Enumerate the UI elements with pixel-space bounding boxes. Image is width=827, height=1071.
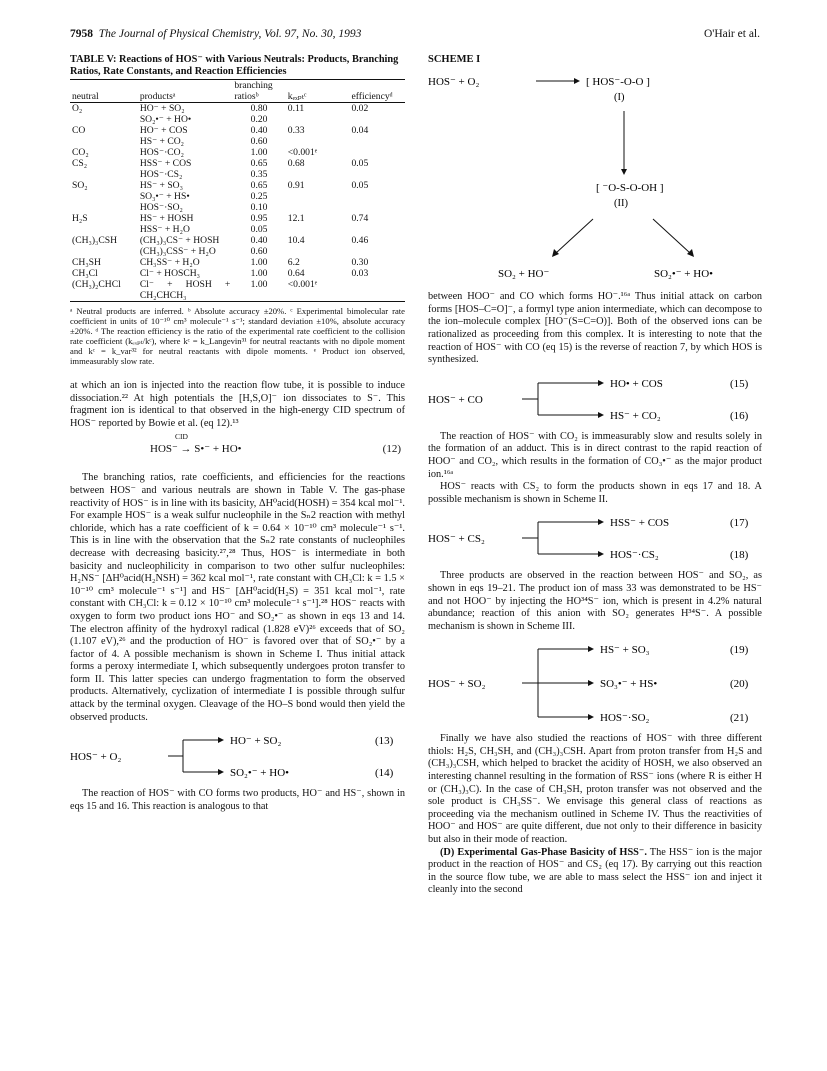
cell-neutral bbox=[70, 169, 138, 180]
cell-efficiency: 0.30 bbox=[351, 257, 369, 268]
cell-product: HS⁻ + CO₂ bbox=[139, 136, 185, 147]
paragraph: Finally we have also studied the reactions of HOS⁻ with three different thiols: H₂S, CH₃SH, and (CH₃)₃CSH. Apart from proton transfer from H₂S and (CH₃)₃CSH, which helped to bracket the acidity of HOSH, we also observed an interesting channel resulting in the formation of RSS⁻ ions (where R is either H or (CH₃)₃C). In the case of CH₃SH, proton transfer was not observed and the sole product is CH₃SS⁻. We envisage this general class of reactions as proceeding via the mechanism outlined in Scheme IV. Thus the reactivities of HOO⁻ and HOS⁻ are quite different, due not only to their difference in basicity but also in their mode of reaction. bbox=[428, 733, 762, 846]
cell-neutral bbox=[70, 114, 138, 125]
cell-efficiency: 0.46 bbox=[351, 235, 369, 246]
cell-ratio: 0.40 bbox=[250, 125, 268, 136]
left-column bbox=[70, 54, 405, 813]
cell-ratio: 0.10 bbox=[250, 202, 268, 213]
branch-arrows bbox=[428, 375, 762, 423]
cell-ratio: 0.65 bbox=[250, 158, 268, 169]
col-header-efficiency: efficiencyᵈ bbox=[349, 80, 405, 103]
table-footnote: ᵃ Neutral products are inferred. ᵇ Absolute accuracy ±20%. ᶜ Experimental bimolecular rate coefficient in units of 10⁻¹⁰ cm³ molecule⁻¹ s⁻¹; standard deviation ±10%, absolute accuracy ±20%. ᵈ The reaction efficiency is the ratio of the experimental rate coefficient to the collision rate coefficient (kₑₓₚₜ/kᶜ), where kᶜ = k_Langevin³¹ for neutral reactants with no dipole moment and kᶜ = k_var³² for neutral reactants with dipole moments. ᵉ Product ion observed, immeasurably slow rate. bbox=[70, 306, 405, 366]
cell-k bbox=[286, 224, 350, 235]
eq20-products: SO₃•⁻ + HS• bbox=[600, 678, 658, 691]
cell-efficiency: 0.05 bbox=[351, 158, 369, 169]
table-row bbox=[70, 213, 405, 224]
eq12-number: (12) bbox=[382, 443, 401, 456]
eq13-reactants: HOS⁻ + O₂ bbox=[70, 751, 122, 764]
cell-k bbox=[286, 191, 350, 202]
cell-ratio: 0.05 bbox=[250, 224, 268, 235]
table-row bbox=[70, 180, 405, 191]
cell-ratio: 0.65 bbox=[250, 180, 268, 191]
paragraph: The reaction of HOS⁻ with CO forms two products, HO⁻ and HS⁻, shown in eqs 15 and 16. This reaction is analogous to that bbox=[70, 788, 405, 812]
table-row bbox=[70, 125, 405, 136]
paragraph: between HOO⁻ and CO which forms HO⁻.¹⁶ᵃ Thus initial attack on carbon forms [HOS–C=O]⁻, a formyl type anion intermediate, which can decompose to the ion–molecule complex [HO⁻(S=C=O)]. Both of the observed ions can be rationalized as proceeding from this complex. It is interesting to note that the reaction of HOS⁻ with CO (eq 15) is the reverse of reaction 7, by which HOS is synthesized. bbox=[428, 291, 762, 366]
cell-neutral bbox=[70, 224, 138, 235]
cell-product: (CH₃)₃CSS⁻ + H₂O bbox=[139, 246, 216, 257]
eq17-reactants: HOS⁻ + CS₂ bbox=[428, 533, 485, 546]
cell-ratio: 1.00 bbox=[232, 279, 285, 302]
authors: O'Hair et al. bbox=[703, 28, 760, 40]
equations-17-18 bbox=[428, 514, 762, 562]
cell-k bbox=[286, 114, 350, 125]
section-paragraph bbox=[428, 847, 762, 897]
cell-ratio: 1.00 bbox=[250, 147, 268, 158]
paragraph: Three products are observed in the reaction between HOS⁻ and SO₂, as shown in eqs 19–21. The product ion of mass 33 was demonstrated to be HS⁻ and not HOO⁻ by injecting the HO³⁴S⁻ ion, which is present in 4.2% natural abundance; reaction of this anion with SO₂ generates H³⁴S⁻. A possible mechanism is shown in Scheme III. bbox=[428, 570, 762, 632]
table-row bbox=[70, 169, 405, 180]
equations-15-16 bbox=[428, 375, 762, 423]
paragraph: The reaction of HOS⁻ with CO₂ is immeasurably slow and results solely in the formation of an adduct. This is in direct contrast to the rapid reaction of HOO⁻ and CO₂, which results in the formation of CO₃•⁻ as the major product ion.¹⁶ᵃ bbox=[428, 430, 762, 480]
cell-product: CH₃SS⁻ + H₂O bbox=[139, 257, 200, 268]
cell-product: HO⁻ + SO₂ bbox=[139, 103, 185, 114]
table-row bbox=[70, 268, 405, 279]
paragraph: HOS⁻ reacts with CS₂ to form the products shown in eqs 17 and 18. A possible mechanism is shown in Scheme II. bbox=[428, 481, 762, 505]
cell-k: 0.68 bbox=[287, 158, 305, 169]
equation-12 bbox=[70, 432, 405, 464]
cell-product: SO₃•⁻ + HS• bbox=[139, 191, 190, 202]
cell-ratio: 0.80 bbox=[250, 103, 268, 114]
scheme1-products-left: SO₂ + HO⁻ bbox=[498, 267, 550, 280]
eq18-number: (18) bbox=[730, 549, 749, 562]
branch-arrows bbox=[70, 732, 405, 780]
cell-k: 0.11 bbox=[287, 103, 305, 114]
cell-efficiency bbox=[349, 114, 405, 125]
cell-efficiency bbox=[349, 147, 405, 158]
eq17-products: HSS⁻ + COS bbox=[610, 517, 670, 530]
cell-product: Cl⁻ + HOSH + CH₂CHCH₃ bbox=[139, 279, 231, 301]
journal-citation: The Journal of Physical Chemistry, Vol. 97, No. 30, 1993 bbox=[98, 28, 362, 40]
eq21-products: HOS⁻·SO₂ bbox=[600, 712, 650, 725]
scheme1-intermediate-1: [ HOS⁻-O-O ] bbox=[586, 75, 650, 88]
eq12-label: CID bbox=[175, 432, 188, 442]
col-header-products: productsᵃ bbox=[138, 80, 233, 103]
cell-neutral: (CH₃)₂CHCl bbox=[70, 279, 138, 302]
eq17-number: (17) bbox=[730, 517, 749, 530]
paragraph: The branching ratios, rate coefficients, and efficiencies for the reactions between HOS⁻ and various neutrals are shown in Table V. The gas-phase reactivity of HOS⁻ is in line with its basicity, ΔH⁰acid(HOSH) = 354 kcal mol⁻¹. For example HOS⁻ is a weak sulfur nucleophile in the Sₙ2 reaction with methyl chloride, which has a rate coefficient of k = 0.64 × 10⁻¹⁰ cm³ molecule⁻¹ s⁻¹. This is in line with the observation that the Sₙ2 rate constants of nucleophiles decrease with decreasing basicity.²⁷,²⁸ Thus, HOS⁻ is intermediate in both basicity and nucleophilicity in comparison to two other sulfur nucleophiles: H₂NS⁻ [ΔH⁰acid(H₂NSH) = 362 kcal mol⁻¹, rate constant with CH₃Cl: k = 1.5 × 10⁻¹⁰ cm³ molecule⁻¹ s⁻¹] and HS⁻ [ΔH⁰acid(H₂S) = 351 kcal mol⁻¹, rate constant with CH₃Cl: k = 0.12 × 10⁻¹⁰ cm³ molecule⁻¹ s⁻¹].²⁸ HOS⁻ reacts with oxygen to form two product ions HO⁻ and SO₂•⁻ as shown in eqs 13 and 14. The electron affinity of the hydroxyl radical (1.828 eV)²⁶ exceeds that of SO₂ (1.107 eV),²⁶ and the production of HO⁻ is favored over that of SO₂•⁻ by a factor of 4. A possible mechanism is shown in Scheme I. Thus initial attack forms a peroxy intermediate I, which subsequently undergoes proton transfer to form II. This latter species can undergo fragmentation to form the observed products. Alternatively, cyclization of intermediate I is possible through sulfur attack by the terminal oxygen. Cleavage of the HO–S bond would then yield the observed products. bbox=[70, 472, 405, 723]
eq19-products: HS⁻ + SO₃ bbox=[600, 644, 650, 657]
equations-19-21 bbox=[428, 641, 762, 725]
cell-product: HSS⁻ + H₂O bbox=[139, 224, 190, 235]
eq20-number: (20) bbox=[730, 678, 749, 691]
cell-ratio: 0.95 bbox=[250, 213, 268, 224]
page-number: 7958 bbox=[70, 28, 93, 40]
cell-product: (CH₃)₃CS⁻ + HOSH bbox=[139, 235, 220, 246]
eq13-number: (13) bbox=[375, 735, 394, 748]
cell-product: HS⁻ + HOSH bbox=[139, 213, 194, 224]
cell-neutral: O₂ bbox=[72, 103, 83, 114]
cell-ratio: 0.60 bbox=[250, 136, 268, 147]
cell-k: 10.4 bbox=[287, 235, 305, 246]
cell-efficiency: 0.04 bbox=[351, 125, 369, 136]
table-v bbox=[70, 79, 405, 302]
cell-product: SO₂•⁻ + HO• bbox=[139, 114, 192, 125]
table-row bbox=[70, 257, 405, 268]
cell-k: <0.001ᵉ bbox=[286, 279, 350, 302]
cell-k bbox=[286, 202, 350, 213]
section-text: The HSS⁻ ion is the major product in the reaction of HOS⁻ and CS₂ (eq 17). By carrying out this reaction in the source flow tube, we are able to mass select the HSS⁻ ion and inject it cleanly into the second bbox=[428, 846, 763, 896]
cell-k: 6.2 bbox=[287, 257, 300, 268]
cell-ratio: 0.20 bbox=[250, 114, 268, 125]
eq16-number: (16) bbox=[730, 409, 749, 422]
cell-efficiency: 0.05 bbox=[351, 180, 369, 191]
cell-ratio: 0.25 bbox=[250, 191, 268, 202]
cell-product: HOS⁻·CO₂ bbox=[139, 147, 184, 158]
col-header-branching: branching ratiosᵇ bbox=[232, 80, 285, 103]
cell-k: 0.91 bbox=[287, 180, 305, 191]
table-row bbox=[70, 191, 405, 202]
eq14-number: (14) bbox=[375, 767, 394, 780]
cell-neutral: CS₂ bbox=[72, 158, 88, 169]
scheme1-products-right: SO₂•⁻ + HO• bbox=[654, 267, 713, 280]
cell-ratio: 1.00 bbox=[250, 268, 268, 279]
paragraph: at which an ion is injected into the reaction flow tube, it is possible to induce dissociation.²² At high potentials the [H,S,O]⁻ ion dissociates to S⁻. This fragment ion is identical to that observed in the high-energy CID spectrum of HOS⁻ reported by Bowie et al. (eq 12).¹³ bbox=[70, 380, 405, 429]
eq19-number: (19) bbox=[730, 644, 749, 657]
cell-k: 0.64 bbox=[287, 268, 305, 279]
cell-product: HO⁻ + COS bbox=[139, 125, 188, 136]
cell-product: HS⁻ + SO₃ bbox=[139, 180, 183, 191]
cell-neutral bbox=[70, 136, 138, 147]
cell-k: <0.001ᵉ bbox=[287, 147, 318, 158]
cell-neutral: CO₂ bbox=[72, 147, 89, 158]
cell-k: 12.1 bbox=[287, 213, 305, 224]
branch-arrows bbox=[428, 641, 762, 725]
cell-efficiency bbox=[349, 279, 405, 302]
cell-product: HOS⁻·CS₂ bbox=[139, 169, 183, 180]
cell-efficiency bbox=[349, 169, 405, 180]
cell-ratio: 1.00 bbox=[250, 257, 268, 268]
section-heading: (D) Experimental Gas-Phase Basicity of HSS⁻. bbox=[440, 846, 647, 858]
cell-efficiency bbox=[349, 202, 405, 213]
cell-neutral: CH₃Cl bbox=[72, 268, 98, 279]
cell-efficiency: 0.74 bbox=[351, 213, 369, 224]
cell-k bbox=[286, 246, 350, 257]
scheme-1-title: SCHEME I bbox=[428, 54, 481, 65]
table-row bbox=[70, 114, 405, 125]
table-row bbox=[70, 202, 405, 213]
eq16-products: HS⁻ + CO₂ bbox=[610, 409, 661, 422]
eq15-reactants: HOS⁻ + CO bbox=[428, 393, 483, 406]
cell-neutral: SO₂ bbox=[72, 180, 88, 191]
cell-neutral: CH₃SH bbox=[72, 257, 101, 268]
cell-neutral: CO bbox=[72, 125, 86, 136]
cell-efficiency bbox=[349, 224, 405, 235]
table-row bbox=[70, 103, 405, 115]
cell-efficiency bbox=[349, 246, 405, 257]
cell-product: HSS⁻ + COS bbox=[139, 158, 192, 169]
table-row bbox=[70, 136, 405, 147]
cell-k bbox=[286, 169, 350, 180]
eq19-reactants: HOS⁻ + SO₂ bbox=[428, 678, 486, 691]
eq18-products: HOS⁻·CS₂ bbox=[610, 549, 659, 562]
equations-13-14 bbox=[70, 732, 405, 780]
scheme1-label-2: (II) bbox=[614, 197, 628, 209]
table-row bbox=[70, 279, 405, 302]
cell-product: Cl⁻ + HOSCH₃ bbox=[139, 268, 201, 279]
scheme1-intermediate-2: [ ⁻O-S-O-OH ] bbox=[596, 181, 664, 194]
col-header-neutral: neutral bbox=[70, 80, 138, 103]
eq13-products: HO⁻ + SO₂ bbox=[230, 735, 282, 748]
cell-neutral bbox=[70, 246, 138, 257]
cell-ratio: 0.35 bbox=[250, 169, 268, 180]
scheme-1-diagram bbox=[428, 71, 762, 281]
cell-neutral: (CH₃)₃CSH bbox=[72, 235, 118, 246]
running-header bbox=[70, 28, 760, 44]
table-row bbox=[70, 246, 405, 257]
cell-efficiency bbox=[349, 191, 405, 202]
cell-neutral bbox=[70, 202, 138, 213]
cell-ratio: 0.40 bbox=[250, 235, 268, 246]
col-header-kexpt: kₑₓₚₜᶜ bbox=[286, 80, 350, 103]
table-row bbox=[70, 158, 405, 169]
cell-neutral: H₂S bbox=[72, 213, 88, 224]
cell-neutral bbox=[70, 191, 138, 202]
eq12-text: HOS⁻ → S•⁻ + HO• bbox=[150, 443, 242, 456]
eq21-number: (21) bbox=[730, 712, 749, 725]
cell-k bbox=[286, 136, 350, 147]
eq15-products: HO• + COS bbox=[610, 377, 663, 390]
cell-k: 0.33 bbox=[287, 125, 305, 136]
cell-efficiency bbox=[349, 136, 405, 147]
cell-product: HOS⁻·SO₂ bbox=[139, 202, 183, 213]
right-column bbox=[428, 54, 762, 897]
table-row bbox=[70, 147, 405, 158]
cell-efficiency: 0.03 bbox=[351, 268, 369, 279]
cell-efficiency: 0.02 bbox=[351, 103, 369, 114]
scheme1-label-1: (I) bbox=[614, 91, 625, 103]
table-row bbox=[70, 235, 405, 246]
table-row bbox=[70, 224, 405, 235]
table-title: TABLE V: Reactions of HOS⁻ with Various Neutrals: Products, Branching Ratios, Rate Constants, and Reaction Efficiencies bbox=[70, 54, 399, 77]
branch-arrows bbox=[428, 514, 762, 562]
eq14-products: SO₂•⁻ + HO• bbox=[230, 767, 289, 780]
cell-ratio: 0.60 bbox=[250, 246, 268, 257]
scheme1-reactants: HOS⁻ + O₂ bbox=[428, 75, 480, 88]
eq15-number: (15) bbox=[730, 377, 749, 390]
